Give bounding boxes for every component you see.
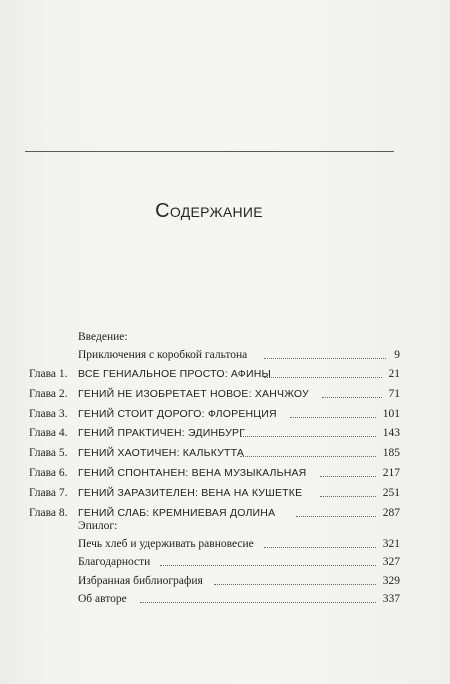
dot-leader bbox=[320, 476, 376, 477]
dot-leader bbox=[240, 456, 376, 457]
back-matter-row bbox=[0, 590, 400, 608]
chapter-title: ГЕНИЙ ЗАРАЗИТЕЛЕН: ВЕНА НА КУШЕТКЕ bbox=[78, 487, 303, 499]
chapter-title: ГЕНИЙ СПОНТАНЕН: ВЕНА МУЗЫКАЛЬНАЯ bbox=[78, 467, 307, 479]
epilogue-entry-row bbox=[0, 535, 400, 553]
chapter-page: 217 bbox=[382, 467, 400, 479]
back-matter-page: 337 bbox=[382, 593, 400, 605]
intro-subtitle: Приключения с коробкой гальтона bbox=[78, 349, 248, 361]
chapter-title: ГЕНИЙ ПРАКТИЧЕН: ЭДИНБУРГ bbox=[78, 427, 246, 439]
epilogue-heading-row bbox=[0, 517, 400, 535]
chapter-title: ГЕНИЙ НЕ ИЗОБРЕТАЕТ НОВОЕ: ХАНЧЖОУ bbox=[78, 388, 309, 400]
back-matter-row bbox=[0, 572, 400, 590]
chapter-row bbox=[0, 484, 400, 502]
chapter-title: ГЕНИЙ СЛАБ: КРЕМНИЕВАЯ ДОЛИНА bbox=[78, 507, 276, 519]
dot-leader bbox=[240, 436, 376, 437]
epilogue-subtitle: Печь хлеб и удерживать равновесие bbox=[78, 538, 254, 550]
chapter-page: 287 bbox=[382, 507, 400, 519]
chapter-row bbox=[0, 385, 400, 403]
chapter-label: Глава 7. bbox=[29, 487, 68, 499]
chapter-title: ГЕНИЙ СТОИТ ДОРОГО: ФЛОРЕНЦИЯ bbox=[78, 408, 277, 420]
chapter-label: Глава 2. bbox=[29, 388, 68, 400]
chapter-page: 251 bbox=[382, 487, 400, 499]
chapter-row bbox=[0, 405, 400, 423]
back-matter-page: 327 bbox=[382, 556, 400, 568]
chapter-page: 21 bbox=[388, 368, 400, 380]
intro-entry-row bbox=[0, 346, 400, 364]
dot-leader bbox=[264, 547, 376, 548]
chapter-label: Глава 8. bbox=[29, 507, 68, 519]
back-matter-row bbox=[0, 553, 400, 571]
back-matter-title: Об авторе bbox=[78, 593, 127, 605]
dot-leader bbox=[322, 397, 382, 398]
chapter-title: ГЕНИЙ ХАОТИЧЕН: КАЛЬКУТТА bbox=[78, 447, 245, 459]
back-matter-title: Избранная библиография bbox=[78, 575, 203, 587]
dot-leader bbox=[214, 584, 376, 585]
chapter-label: Глава 6. bbox=[29, 467, 68, 479]
epilogue-page: 321 bbox=[382, 538, 400, 550]
chapter-row bbox=[0, 444, 400, 462]
chapter-title: ВСЕ ГЕНИАЛЬНОЕ ПРОСТО: АФИНЫ bbox=[78, 368, 271, 380]
back-matter-page: 329 bbox=[382, 575, 400, 587]
chapter-row bbox=[0, 365, 400, 383]
intro-heading: Введение: bbox=[78, 331, 128, 343]
chapter-row bbox=[0, 424, 400, 442]
intro-page: 9 bbox=[394, 349, 400, 361]
dot-leader bbox=[140, 602, 376, 603]
dot-leader bbox=[290, 417, 376, 418]
chapter-label: Глава 5. bbox=[29, 447, 68, 459]
chapter-page: 143 bbox=[382, 427, 400, 439]
intro-heading-row bbox=[0, 328, 400, 346]
header-rule bbox=[25, 151, 394, 152]
chapter-page: 185 bbox=[382, 447, 400, 459]
dot-leader bbox=[320, 496, 376, 497]
chapter-page: 101 bbox=[382, 408, 400, 420]
chapter-label: Глава 1. bbox=[29, 368, 68, 380]
epilogue-heading: Эпилог: bbox=[78, 520, 118, 532]
chapter-page: 71 bbox=[388, 388, 400, 400]
chapter-label: Глава 4. bbox=[29, 427, 68, 439]
dot-leader bbox=[160, 565, 376, 566]
dot-leader bbox=[264, 377, 382, 378]
chapter-row bbox=[0, 464, 400, 482]
dot-leader bbox=[264, 358, 386, 359]
page-title: Содержание bbox=[155, 200, 263, 222]
chapter-label: Глава 3. bbox=[29, 408, 68, 420]
back-matter-title: Благодарности bbox=[78, 556, 151, 568]
